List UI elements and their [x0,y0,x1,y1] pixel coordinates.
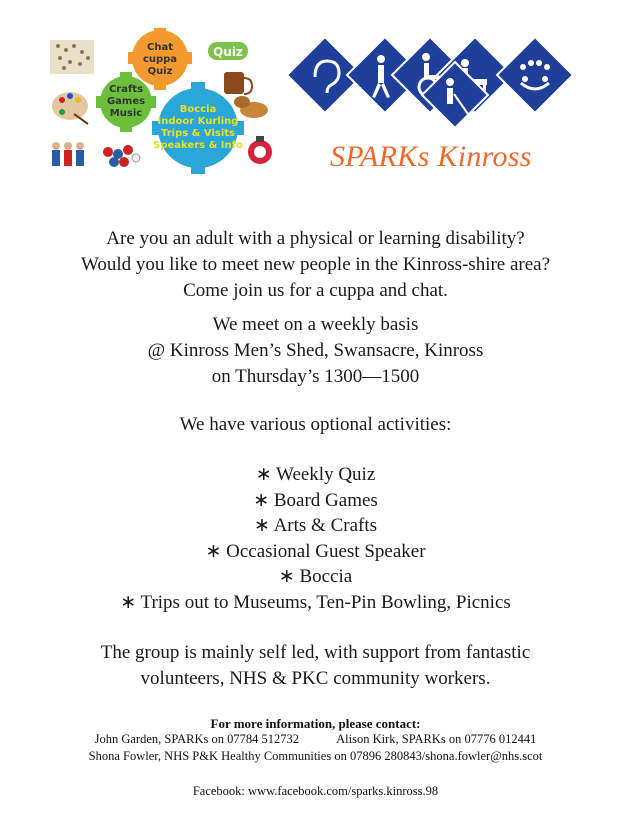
contact-john: John Garden, SPARKs on 07784 512732 [94,732,300,746]
closing-line: volunteers, NHS & PKC community workers. [140,668,491,689]
meeting-line: @ Kinross Men’s Shed, Swansacre, Kinross [147,340,484,361]
boccia-balls-image [103,145,140,167]
collage-music-label: Music [109,108,143,119]
activity-item: ∗ Boccia [278,566,353,587]
collage-quiz-label: Quiz [147,66,173,77]
collage-chat-label: Chat [147,42,173,53]
activities-collage [48,28,278,180]
intro-line: Would you like to meet new people in the Kinross-shire area? [80,254,551,275]
meeting-info [0,312,631,390]
collage-boccia-label: Boccia [179,104,217,115]
intro-line: Are you an adult with a physical or learning disability? [106,228,525,249]
collage-kurling-label: Indoor Kurling [157,116,239,127]
team-figures-image [52,142,84,166]
activity-item: ∗ Board Games [253,489,378,511]
intro-line: Come join us for a cuppa and chat. [183,280,448,301]
closing-line: The group is mainly self led, with support from fantastic [100,642,531,663]
blind-cane-sign [420,60,490,130]
quiz-logo-image [208,42,248,60]
page-title: SPARKs Kinross [330,140,532,173]
meeting-line: We meet on a weekly basis [212,314,419,335]
quiz-logo-text: Quiz [213,45,243,59]
activities-list [0,462,631,615]
activity-item: ∗ Arts & Crafts [253,515,378,536]
board-game-image [50,40,94,74]
cog-boccia [152,82,244,174]
activity-item: ∗ Weekly Quiz [255,464,376,485]
collage-crafts-label: Crafts [108,84,144,95]
collage-games-label: Games [106,96,146,107]
contact-alison: Alison Kirk, SPARKs on 07776 012441 [336,732,537,746]
paint-palette-image [52,92,88,124]
contact-shona: Shona Fowler, NHS P&K Healthy Communities on 07896 280843/shona.fowler@nhs.scot [88,749,543,763]
collage-trips-label: Trips & Visits [161,128,235,139]
curling-stone-image [248,136,272,164]
facebook-link[interactable]: Facebook: www.facebook.com/sparks.kinross.98 [192,784,439,798]
contact-row [0,732,631,747]
closing-text [0,640,631,692]
collage-speakers-label: Speakers & Info [153,140,243,151]
activity-item: ∗ Occasional Guest Speaker [205,540,426,562]
collage-cuppa-label: cuppa [142,54,178,65]
activity-item: ∗ Trips out to Museums, Ten-Pin Bowling, Picnics [120,591,511,613]
activities-heading: We have various optional activities: [179,414,452,435]
sign-diamond-5 [497,37,573,113]
intro-text [0,226,631,304]
contact-heading: For more information, please contact: [210,716,421,731]
meeting-line: on Thursday’s 1300—1500 [211,366,420,387]
